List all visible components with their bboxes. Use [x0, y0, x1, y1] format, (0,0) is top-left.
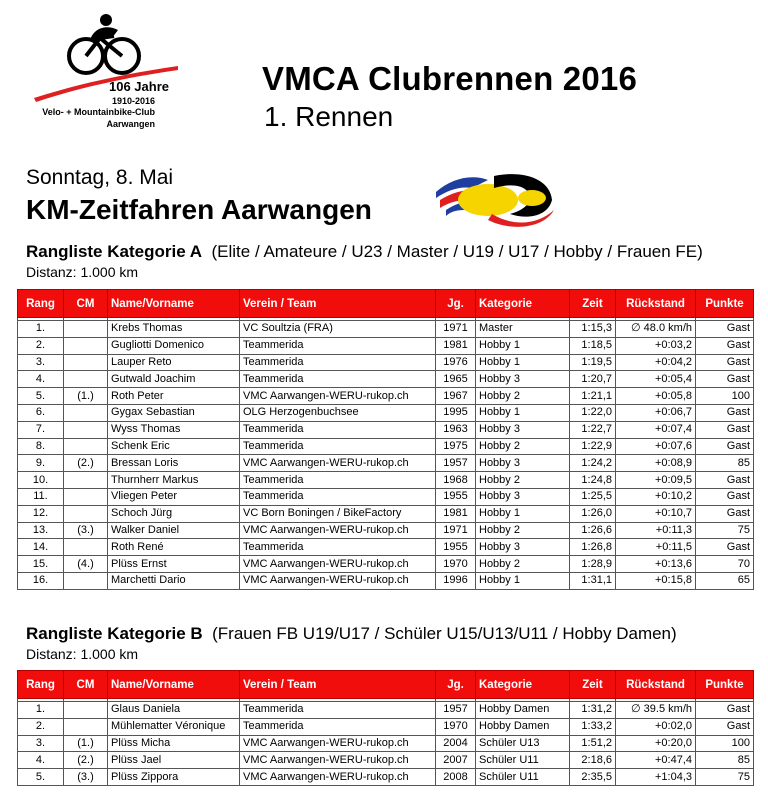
- table-cell: +0:15,8: [616, 572, 696, 589]
- category-b-heading: [26, 624, 677, 644]
- table-cell: Gast: [696, 371, 754, 388]
- club-name: Velo- + Mountainbike-Club: [42, 107, 155, 117]
- table-cell: Teammerida: [240, 371, 436, 388]
- table-cell: 1955: [436, 539, 476, 556]
- table-cell: (3.): [64, 522, 108, 539]
- table-row: [18, 505, 754, 522]
- table-cell: (1.): [64, 735, 108, 752]
- table-cell: Teammerida: [240, 421, 436, 438]
- table-cell: 5.: [18, 769, 64, 786]
- table-cell: VMC Aarwangen-WERU-rukop.ch: [240, 769, 436, 786]
- column-header: Punkte: [696, 290, 754, 318]
- event-date: Sonntag, 8. Mai: [26, 166, 174, 189]
- table-cell: Lauper Reto: [108, 354, 240, 371]
- table-cell: Walker Daniel: [108, 522, 240, 539]
- table-cell: 2004: [436, 735, 476, 752]
- column-header: Kategorie: [476, 290, 570, 318]
- table-cell: VMC Aarwangen-WERU-rukop.ch: [240, 556, 436, 573]
- table-row: [18, 488, 754, 505]
- table-cell: VC Born Boningen / BikeFactory: [240, 505, 436, 522]
- table-cell: Gast: [696, 472, 754, 489]
- table-cell: Gast: [696, 505, 754, 522]
- table-cell: Roth René: [108, 539, 240, 556]
- page-subtitle: 1. Rennen: [264, 101, 394, 132]
- table-cell: Roth Peter: [108, 388, 240, 405]
- table-cell: 1957: [436, 702, 476, 719]
- column-header: Zeit: [570, 290, 616, 318]
- table-header-row: [18, 290, 754, 318]
- table-cell: [64, 702, 108, 719]
- table-row: [18, 438, 754, 455]
- table-cell: Hobby 1: [476, 337, 570, 354]
- table-cell: Schüler U11: [476, 769, 570, 786]
- table-cell: Teammerida: [240, 354, 436, 371]
- table-cell: 1:20,7: [570, 371, 616, 388]
- table-row: [18, 752, 754, 769]
- table-cell: +0:10,7: [616, 505, 696, 522]
- table-cell: Hobby 2: [476, 388, 570, 405]
- table-cell: [64, 404, 108, 421]
- category-a-distance: Distanz: 1.000 km: [26, 264, 139, 280]
- table-cell: 75: [696, 769, 754, 786]
- table-cell: +0:47,4: [616, 752, 696, 769]
- table-cell: Hobby 1: [476, 404, 570, 421]
- table-row: [18, 388, 754, 405]
- table-cell: 6.: [18, 404, 64, 421]
- table-cell: Master: [476, 321, 570, 338]
- table-cell: Teammerida: [240, 702, 436, 719]
- event-emblem-icon: [432, 170, 558, 232]
- table-cell: [64, 539, 108, 556]
- table-cell: 2.: [18, 337, 64, 354]
- table-cell: Teammerida: [240, 337, 436, 354]
- table-cell: Teammerida: [240, 539, 436, 556]
- club-town: Aarwangen: [106, 119, 155, 129]
- table-row: [18, 735, 754, 752]
- table-cell: Schoch Jürg: [108, 505, 240, 522]
- table-cell: 1971: [436, 321, 476, 338]
- table-cell: 1:31,2: [570, 702, 616, 719]
- column-header: Jg.: [436, 671, 476, 699]
- table-row: [18, 702, 754, 719]
- table-cell: 16.: [18, 572, 64, 589]
- table-cell: Gugliotti Domenico: [108, 337, 240, 354]
- table-cell: 1981: [436, 337, 476, 354]
- table-cell: [64, 354, 108, 371]
- table-cell: Teammerida: [240, 488, 436, 505]
- table-cell: 1967: [436, 388, 476, 405]
- table-cell: ∅ 39.5 km/h: [616, 702, 696, 719]
- column-header: Punkte: [696, 671, 754, 699]
- table-cell: 1:21,1: [570, 388, 616, 405]
- table-cell: 2.: [18, 718, 64, 735]
- table-cell: 85: [696, 455, 754, 472]
- table-cell: 15.: [18, 556, 64, 573]
- table-row: [18, 718, 754, 735]
- table-cell: +0:03,2: [616, 337, 696, 354]
- results-table-b: [17, 670, 754, 786]
- column-header: CM: [64, 671, 108, 699]
- column-header: Verein / Team: [240, 671, 436, 699]
- column-header: Rückstand: [616, 671, 696, 699]
- table-cell: Gast: [696, 354, 754, 371]
- table-cell: 2:18,6: [570, 752, 616, 769]
- table-cell: Mühlematter Véronique: [108, 718, 240, 735]
- column-header: Name/Vorname: [108, 671, 240, 699]
- table-cell: Gast: [696, 488, 754, 505]
- table-cell: 1975: [436, 438, 476, 455]
- table-cell: 4.: [18, 371, 64, 388]
- table-row: [18, 354, 754, 371]
- table-cell: +0:11,3: [616, 522, 696, 539]
- table-cell: [64, 472, 108, 489]
- table-cell: Schüler U11: [476, 752, 570, 769]
- table-cell: 1965: [436, 371, 476, 388]
- table-cell: Thurnherr Markus: [108, 472, 240, 489]
- table-cell: 2008: [436, 769, 476, 786]
- page-title: VMCA Clubrennen 2016: [262, 60, 638, 97]
- table-cell: +0:10,2: [616, 488, 696, 505]
- table-cell: VC Soultzia (FRA): [240, 321, 436, 338]
- club-years: 106 Jahre: [109, 79, 169, 94]
- table-cell: Hobby 3: [476, 488, 570, 505]
- table-header-row: [18, 671, 754, 699]
- table-cell: 70: [696, 556, 754, 573]
- table-cell: Krebs Thomas: [108, 321, 240, 338]
- table-cell: 1:24,2: [570, 455, 616, 472]
- table-cell: 1995: [436, 404, 476, 421]
- table-cell: 1:33,2: [570, 718, 616, 735]
- table-cell: Vliegen Peter: [108, 488, 240, 505]
- table-cell: Hobby 3: [476, 421, 570, 438]
- table-cell: 7.: [18, 421, 64, 438]
- table-cell: 75: [696, 522, 754, 539]
- category-a-title: Rangliste Kategorie A: [26, 242, 203, 261]
- table-row: [18, 472, 754, 489]
- table-cell: 1:25,5: [570, 488, 616, 505]
- table-cell: 11.: [18, 488, 64, 505]
- table-cell: 1:51,2: [570, 735, 616, 752]
- club-period: 1910-2016: [111, 96, 155, 106]
- column-header: Rang: [18, 290, 64, 318]
- table-cell: [64, 337, 108, 354]
- table-cell: 1:28,9: [570, 556, 616, 573]
- table-cell: +0:08,9: [616, 455, 696, 472]
- table-row: [18, 539, 754, 556]
- table-cell: Hobby 3: [476, 371, 570, 388]
- table-cell: [64, 505, 108, 522]
- table-cell: 65: [696, 572, 754, 589]
- table-cell: 1981: [436, 505, 476, 522]
- category-b-detail: (Frauen FB U19/U17 / Schüler U15/U13/U11 / Hobby Damen): [212, 624, 677, 643]
- table-cell: Wyss Thomas: [108, 421, 240, 438]
- table-cell: 1:19,5: [570, 354, 616, 371]
- table-row: [18, 421, 754, 438]
- table-row: [18, 337, 754, 354]
- table-cell: VMC Aarwangen-WERU-rukop.ch: [240, 388, 436, 405]
- column-header: CM: [64, 290, 108, 318]
- table-cell: Gast: [696, 539, 754, 556]
- table-cell: +0:07,6: [616, 438, 696, 455]
- table-cell: 1.: [18, 702, 64, 719]
- table-cell: Teammerida: [240, 472, 436, 489]
- table-cell: 1963: [436, 421, 476, 438]
- table-row: [18, 455, 754, 472]
- table-cell: 8.: [18, 438, 64, 455]
- column-header: Verein / Team: [240, 290, 436, 318]
- table-cell: Hobby 1: [476, 572, 570, 589]
- table-cell: 1:26,6: [570, 522, 616, 539]
- table-cell: Schüler U13: [476, 735, 570, 752]
- table-row: [18, 404, 754, 421]
- table-cell: 3.: [18, 354, 64, 371]
- category-a-detail: (Elite / Amateure / U23 / Master / U19 / U17 / Hobby / Frauen FE): [211, 242, 703, 261]
- column-header: Jg.: [436, 290, 476, 318]
- table-cell: Plüss Jael: [108, 752, 240, 769]
- table-row: [18, 556, 754, 573]
- table-cell: [64, 488, 108, 505]
- table-cell: Gast: [696, 404, 754, 421]
- table-cell: Hobby 1: [476, 354, 570, 371]
- table-cell: +1:04,3: [616, 769, 696, 786]
- table-cell: 1970: [436, 556, 476, 573]
- table-cell: 1:31,1: [570, 572, 616, 589]
- table-cell: Plüss Ernst: [108, 556, 240, 573]
- table-cell: Hobby 2: [476, 472, 570, 489]
- table-cell: +0:13,6: [616, 556, 696, 573]
- table-cell: +0:05,8: [616, 388, 696, 405]
- table-cell: (3.): [64, 769, 108, 786]
- table-cell: Hobby Damen: [476, 718, 570, 735]
- table-cell: 1970: [436, 718, 476, 735]
- table-cell: 1976: [436, 354, 476, 371]
- table-cell: 1:22,9: [570, 438, 616, 455]
- table-cell: 5.: [18, 388, 64, 405]
- category-b-distance: Distanz: 1.000 km: [26, 646, 139, 662]
- table-cell: 2007: [436, 752, 476, 769]
- table-cell: 100: [696, 735, 754, 752]
- table-row: [18, 321, 754, 338]
- table-cell: Plüss Zippora: [108, 769, 240, 786]
- table-cell: +0:04,2: [616, 354, 696, 371]
- category-a-heading: [26, 242, 703, 262]
- table-cell: Gast: [696, 421, 754, 438]
- table-cell: Gast: [696, 702, 754, 719]
- table-cell: 1:18,5: [570, 337, 616, 354]
- table-cell: Hobby 2: [476, 556, 570, 573]
- table-cell: 2:35,5: [570, 769, 616, 786]
- table-cell: Hobby 3: [476, 539, 570, 556]
- table-cell: 85: [696, 752, 754, 769]
- column-header: Rang: [18, 671, 64, 699]
- table-cell: Hobby Damen: [476, 702, 570, 719]
- table-cell: (2.): [64, 752, 108, 769]
- club-logo: [28, 12, 198, 134]
- table-cell: [64, 718, 108, 735]
- table-cell: 1.: [18, 321, 64, 338]
- table-cell: 4.: [18, 752, 64, 769]
- table-cell: [64, 572, 108, 589]
- table-cell: 1:15,3: [570, 321, 616, 338]
- table-cell: 1:24,8: [570, 472, 616, 489]
- table-cell: +0:05,4: [616, 371, 696, 388]
- table-cell: VMC Aarwangen-WERU-rukop.ch: [240, 522, 436, 539]
- table-row: [18, 522, 754, 539]
- column-header: Kategorie: [476, 671, 570, 699]
- table-cell: VMC Aarwangen-WERU-rukop.ch: [240, 455, 436, 472]
- table-cell: Bressan Loris: [108, 455, 240, 472]
- table-cell: 14.: [18, 539, 64, 556]
- column-header: Rückstand: [616, 290, 696, 318]
- table-cell: (1.): [64, 388, 108, 405]
- table-cell: 3.: [18, 735, 64, 752]
- table-cell: 1968: [436, 472, 476, 489]
- table-cell: Gast: [696, 321, 754, 338]
- table-cell: +0:20,0: [616, 735, 696, 752]
- table-cell: Gygax Sebastian: [108, 404, 240, 421]
- table-cell: Gast: [696, 718, 754, 735]
- table-cell: 1971: [436, 522, 476, 539]
- table-cell: +0:09,5: [616, 472, 696, 489]
- results-table-a: [17, 289, 754, 590]
- table-cell: 1957: [436, 455, 476, 472]
- table-cell: 1:26,8: [570, 539, 616, 556]
- table-cell: Teammerida: [240, 438, 436, 455]
- table-cell: Teammerida: [240, 718, 436, 735]
- table-cell: Glaus Daniela: [108, 702, 240, 719]
- table-cell: Hobby 3: [476, 455, 570, 472]
- table-cell: Hobby 2: [476, 522, 570, 539]
- table-cell: 9.: [18, 455, 64, 472]
- table-cell: Hobby 2: [476, 438, 570, 455]
- table-cell: Schenk Eric: [108, 438, 240, 455]
- table-cell: 1:22,0: [570, 404, 616, 421]
- table-cell: Gast: [696, 438, 754, 455]
- table-cell: [64, 321, 108, 338]
- table-cell: (2.): [64, 455, 108, 472]
- table-cell: 12.: [18, 505, 64, 522]
- table-cell: 1:22,7: [570, 421, 616, 438]
- table-cell: VMC Aarwangen-WERU-rukop.ch: [240, 752, 436, 769]
- table-cell: Gutwald Joachim: [108, 371, 240, 388]
- table-cell: (4.): [64, 556, 108, 573]
- table-cell: +0:02,0: [616, 718, 696, 735]
- table-cell: OLG Herzogenbuchsee: [240, 404, 436, 421]
- table-cell: [64, 371, 108, 388]
- table-row: [18, 371, 754, 388]
- table-cell: 100: [696, 388, 754, 405]
- table-cell: +0:11,5: [616, 539, 696, 556]
- table-cell: Hobby 1: [476, 505, 570, 522]
- table-cell: 1:26,0: [570, 505, 616, 522]
- table-cell: +0:07,4: [616, 421, 696, 438]
- category-b-title: Rangliste Kategorie B: [26, 624, 203, 643]
- table-cell: ∅ 48.0 km/h: [616, 321, 696, 338]
- table-cell: 1996: [436, 572, 476, 589]
- table-cell: 10.: [18, 472, 64, 489]
- table-cell: VMC Aarwangen-WERU-rukop.ch: [240, 572, 436, 589]
- table-cell: VMC Aarwangen-WERU-rukop.ch: [240, 735, 436, 752]
- table-cell: Marchetti Dario: [108, 572, 240, 589]
- table-row: [18, 769, 754, 786]
- table-cell: Gast: [696, 337, 754, 354]
- event-title: KM-Zeitfahren Aarwangen: [26, 194, 372, 225]
- table-cell: 13.: [18, 522, 64, 539]
- table-cell: +0:06,7: [616, 404, 696, 421]
- table-cell: [64, 438, 108, 455]
- table-row: [18, 572, 754, 589]
- table-cell: 1955: [436, 488, 476, 505]
- table-cell: [64, 421, 108, 438]
- column-header: Name/Vorname: [108, 290, 240, 318]
- column-header: Zeit: [570, 671, 616, 699]
- table-cell: Plüss Micha: [108, 735, 240, 752]
